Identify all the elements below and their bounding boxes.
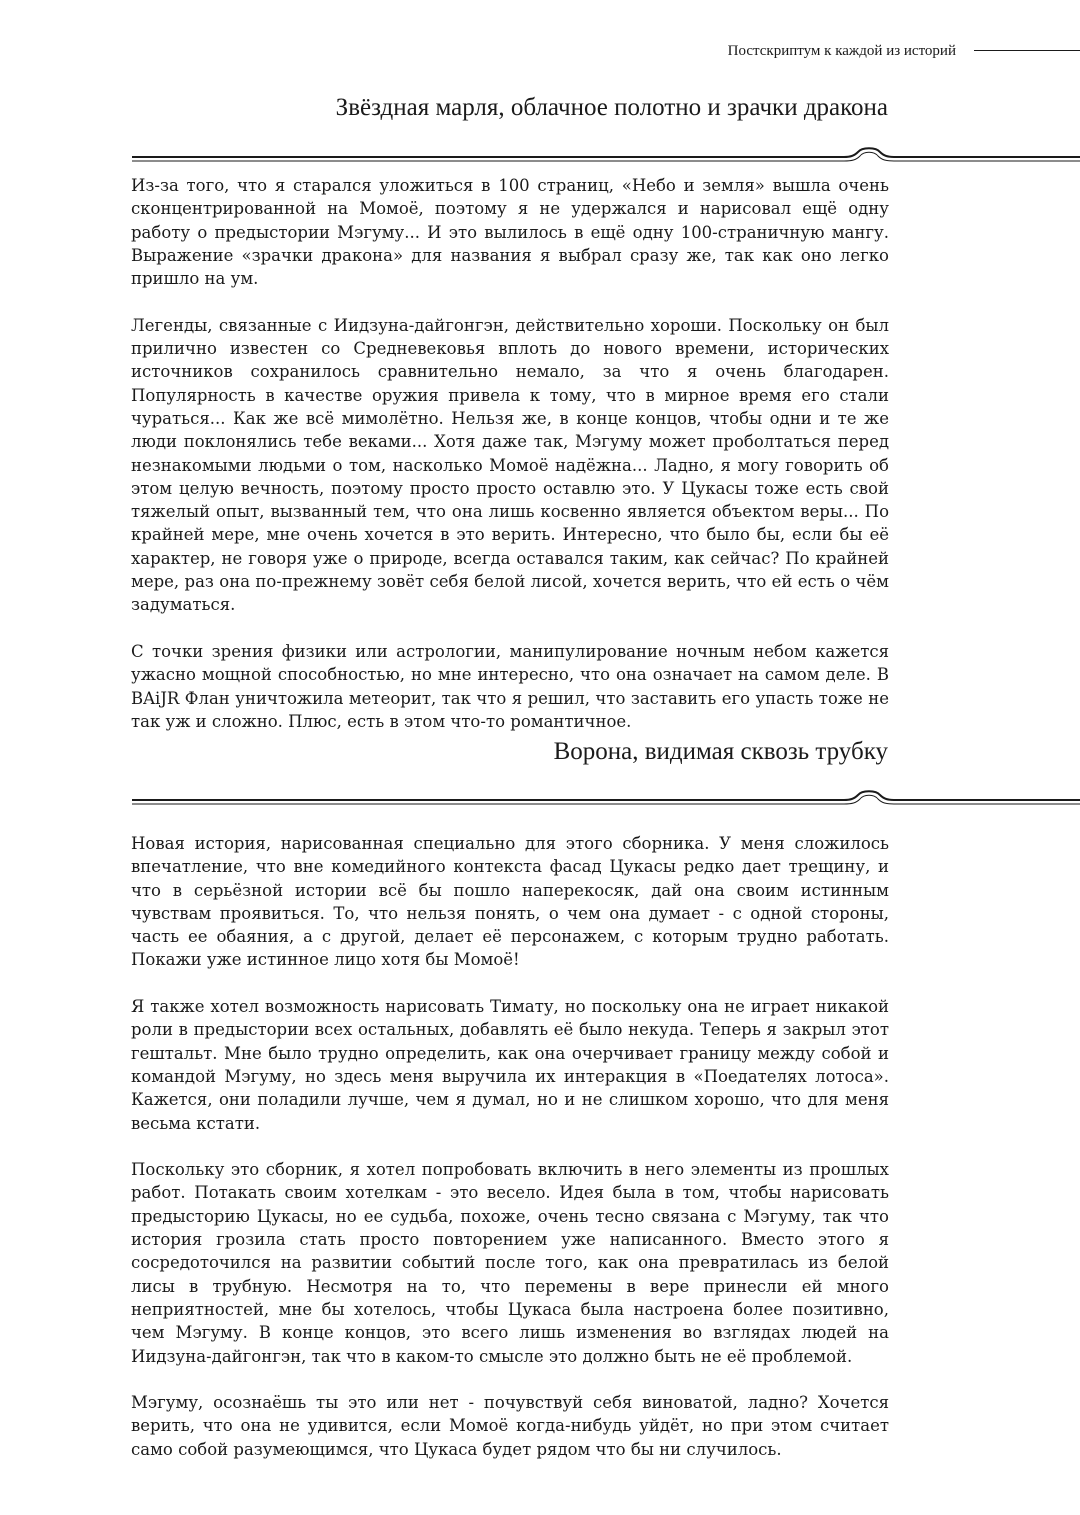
section-2-paragraph: Поскольку это сборник, я хотел попробовать включить в него элементы из прошлых работ. Потакать своим хотелкам - это весело. Идея была в том, чтобы нарисовать предысторию Цукасы, но ее судьба, похоже, очень тесно связана с Мэгуму, так что история грозила стать просто повторением уже написанного. Вместо этого я сосредоточился на развитии событий после того, как она превратилась из белой лисы в трубную. Несмотря на то, что перемены в вере принесли ей много неприятностей, мне бы хотелось, чтобы Цукаса была настроена более позитивно, чем Мэгуму. В конце концов, это всего лишь изменения во взглядах людей на Иидзуна-дайгонгэн, так что в каком-то смысле это должно быть не её проблемой.: [131, 1160, 889, 1366]
ornamental-divider-2: [132, 788, 1080, 808]
running-header-text: Постскриптум к каждой из историй: [727, 43, 956, 59]
ornamental-divider-icon: [132, 788, 1080, 808]
section-1-paragraph: Легенды, связанные с Иидзуна-дайгонгэн, действительно хороши. Поскольку он был прилично известен со Средневековья вплоть до нового времени, исторических источников сохранилось сравнительно немало, за что я очень благодарен. Популярность в качестве оружия привела к тому, что в мирное время его стали чураться... Как же всё мимолётно. Нельзя же, в конце концов, чтобы одни и те же люди поклонялись тебе веками... Хотя даже так, Мэгуму может проболтаться перед незнакомыми людьми о том, насколько Момоё надёжна... Ладно, я могу говорить об этом целую вечность, поэтому просто просто оставлю это. У Цукасы тоже есть свой тяжелый опыт, вызванный тем, что она лишь косвенно является объектом веры... По крайней мере, мне очень хочется в это верить. Интересно, что было бы, если бы её характер, не говоря уже о природе, всегда оставался таким, как сейчас? По крайней мере, раз она по-прежнему зовёт себя белой лисой, хочется верить, что ей есть о чём задуматься.: [131, 315, 889, 615]
section-2-paragraph: Я также хотел возможность нарисовать Тимату, но поскольку она не играет никакой роли в предыстории всех остальных, добавлять её было некуда. Теперь я закрыл этот гештальт. Мне было трудно определить, как она очерчивает границу между собой и командой Мэгуму, но здесь меня выручила их интеракция в «Поедателях лотоса». Кажется, они поладили лучше, чем я думал, но и не слишком хорошо, что для меня весьма кстати.: [131, 997, 889, 1133]
section-1-paragraph: Из-за того, что я старался уложиться в 100 страниц, «Небо и земля» вышла очень сконцентрированной на Момоё, поэтому я не удержался и нарисовал ещё одну работу о предыстории Мэгуму... И это вылилось в ещё одну 100-страничную мангу. Выражение «зрачки дракона» для названия я выбрал сразу же, так как оно легко пришло на ум.: [131, 176, 889, 289]
ornamental-divider-icon: [132, 145, 1080, 165]
running-header: [0, 41, 1080, 61]
section-2-paragraph: Новая история, нарисованная специально для этого сборника. У меня сложилось впечатление, что вне комедийного контекста фасад Цукасы редко дает трещину, и что в серьёзной истории всё бы пошло наперекосяк, дай она своим истинным чувствам проявиться. То, что нельзя понять, о чем она думает - с одной стороны, часть ее обаяния, а с другой, делает её персонажем, с которым трудно работать. Покажи уже истинное лицо хотя бы Момоё!: [131, 834, 889, 970]
section-title-1: Звёздная марля, облачное полотно и зрачки дракона: [335, 94, 888, 121]
section-1-paragraph: С точки зрения физики или астрологии, манипулирование ночным небом кажется ужасно мощной способностью, но мне интересно, что она означает на самом деле. В BAiJR Флан уничтожила метеорит, так что я решил, что заставить его упасть тоже не так уж и сложно. Плюс, есть в этом что-то романтичное.: [131, 641, 889, 731]
ornamental-divider-1: [132, 145, 1080, 165]
section-2-paragraph: Мэгуму, осознаёшь ты это или нет - почувствуй себя виноватой, ладно? Хочется верить, что она не удивится, если Момоё когда-нибудь уйдёт, но при этом считает само собой разумеющимся, что Цукаса будет рядом что бы ни случилось.: [131, 1393, 889, 1459]
section-1-body: [131, 174, 889, 733]
section-title-2: Ворона, видимая сквозь трубку: [553, 738, 888, 765]
running-header-rule: [974, 50, 1080, 51]
section-2-body: [131, 832, 889, 1461]
